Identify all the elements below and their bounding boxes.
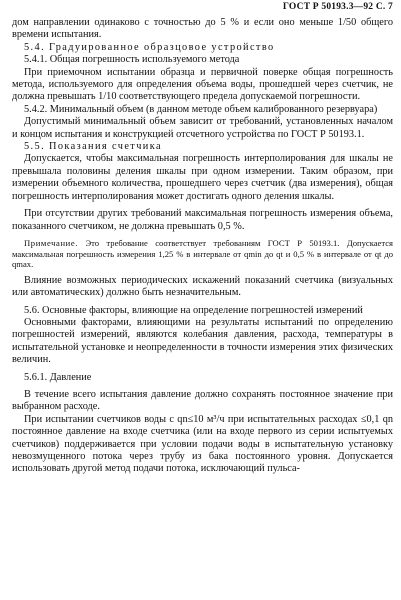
subsection-heading: 5.4.2. Минимальный объем (в данном методе объем калиброванного резервуара) [24,103,378,115]
paragraph: Влияние возможных периодических искажений показаний счетчика (визуальных или автоматических) должно быть незначительным. [12,274,393,299]
paragraph: Основными факторами, влияющими на результаты испытаний по определению погрешностей измерений, являются колебания давления, расхода, температуры в испытательной установке и неопределенности в точности измерения этих физических величин. [12,316,393,366]
paragraph: При испытании счетчиков воды с qn≤10 м³/ч при испытательных расходах ≤0,1 qn постоянное давление на входе счетчика (или на входе первого из серии испытуемых счетчиков) поддерживается при условии подачи воды в испытательную установку невозмущенного потока через трубу из бака постоянного уровня. Допускается использовать другой метод подачи потока, исключающий пульса- [12,413,393,475]
section-heading: 5.5. Показания счетчика [24,141,162,153]
paragraph: Допустимый минимальный объем зависит от требований, установленных началом и концом испытания и конструкцией отсчетного устройства по ГОСТ Р 50193.1. [12,116,393,140]
page-body [12,17,393,476]
paragraph: При отсутствии других требований максимальная погрешность измерения объема, показанного счетчиком, не должна превышать 0,5 %. [12,208,393,232]
paragraph: дом направлении одинаково с точностью до 5 % и если оно меньше 1/50 общего времени испытания. [12,17,393,41]
subsection-heading: 5.4.1. Общая погрешность используемого метода [24,54,240,66]
section-heading: 5.6. Основные факторы, влияющие на определение погрешностей измерений [24,304,363,316]
paragraph: При приемочном испытании образца и первичной поверке общая погрешность метода, используемого для определения объема воды, прошедшей через счетчик, не должна превышать 1/10 соответствующего предела допускаемой погрешности. [12,66,393,103]
note-label: Примечание. [24,237,79,248]
section-heading: 5.4. Градуированное образцовое устройство [24,41,275,53]
paragraph: Допускается, чтобы максимальная погрешность интерполирования для шкалы не превышала половины деления шкалы при одном измерении. Таким образом, при измерении объемного количества, прошедшего через счетчик (два измерения), общая погрешность интерполирования может достигать одного деления шкалы. [12,153,393,202]
page-header: ГОСТ Р 50193.3—92 С. 7 [282,2,393,12]
paragraph: В течение всего испытания давление должно сохранять постоянное значение при выбранном расходе. [12,388,393,413]
note-text: Это требование соответствует требованиям ГОСТ Р 50193.1. Допускается максимальная погрешность измерения 1,25 % в интервале от qmin до qt и 0,5 % в интервале от qt до qmax. [12,237,393,270]
subsection-heading: 5.6.1. Давление [24,371,92,383]
note [12,238,393,270]
